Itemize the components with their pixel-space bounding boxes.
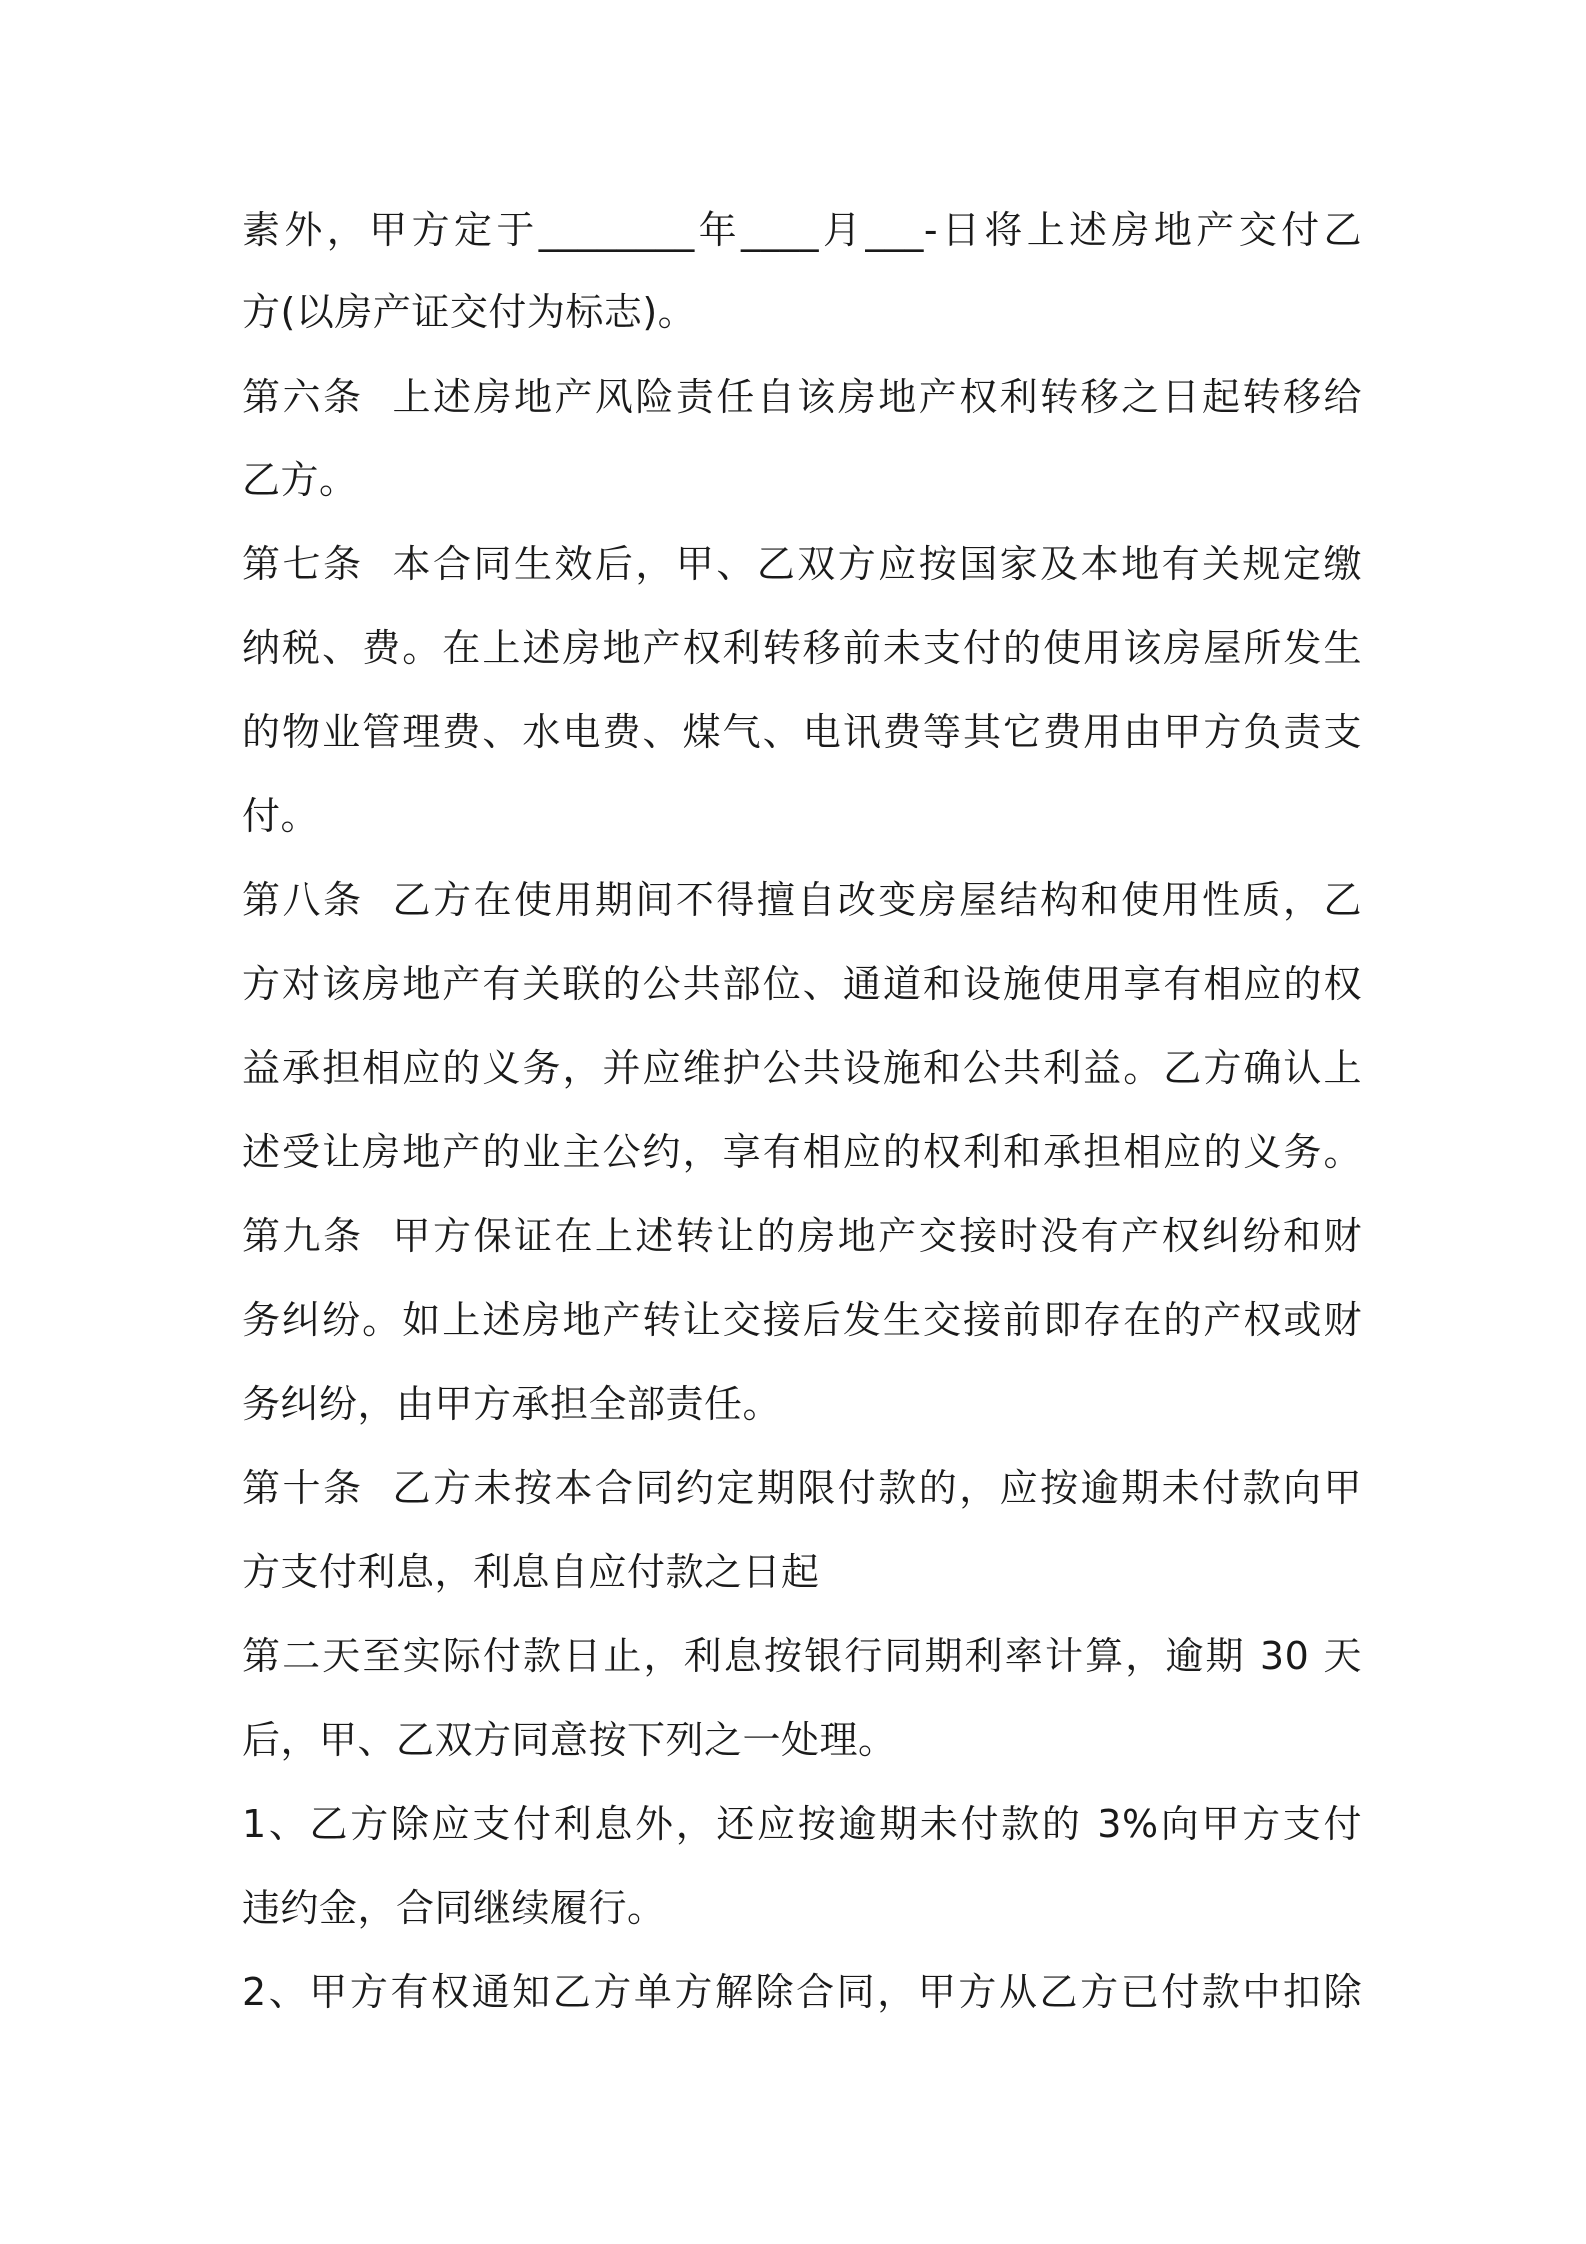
text-line: 务纠纷，由甲方承担全部责任。 bbox=[242, 1382, 782, 1426]
text-line: 方支付利息，利息自应付款之日起 bbox=[242, 1550, 820, 1594]
text-line: 第六条 上述房地产风险责任自该房地产权利转移之日起转移给 bbox=[242, 375, 1362, 419]
text-line: 益承担相应的义务，并应维护公共设施和公共利益。乙方确认上 bbox=[242, 1046, 1362, 1090]
text-line: 方对该房地产有关联的公共部位、通道和设施使用享有相应的权 bbox=[242, 962, 1362, 1006]
text-line: 第二天至实际付款日止，利息按银行同期利率计算，逾期 30 天 bbox=[242, 1634, 1362, 1678]
text-line: 乙方。 bbox=[242, 458, 358, 502]
text-line: 2、甲方有权通知乙方单方解除合同，甲方从乙方已付款中扣除 bbox=[242, 1970, 1362, 2014]
text-line: 纳税、费。在上述房地产权利转移前未支付的使用该房屋所发生 bbox=[242, 626, 1362, 670]
text-line: 后，甲、乙双方同意按下列之一处理。 bbox=[242, 1718, 897, 1762]
text-line: 第九条 甲方保证在上述转让的房地产交接时没有产权纠纷和财 bbox=[242, 1214, 1362, 1258]
text-line: 违约金，合同继续履行。 bbox=[242, 1886, 666, 1930]
text-line: 付。 bbox=[242, 794, 320, 838]
text-line: 务纠纷。如上述房地产转让交接后发生交接前即存在的产权或财 bbox=[242, 1298, 1362, 1342]
text-line: 第八条 乙方在使用期间不得擅自改变房屋结构和使用性质，乙 bbox=[242, 878, 1362, 922]
text-line: 述受让房地产的业主公约，享有相应的权利和承担相应的义务。 bbox=[242, 1130, 1362, 1174]
text-line: 第七条 本合同生效后，甲、乙双方应按国家及本地有关规定缴 bbox=[242, 542, 1362, 586]
text-line: 第十条 乙方未按本合同约定期限付款的，应按逾期未付款向甲 bbox=[242, 1466, 1362, 1510]
text-line: 1、乙方除应支付利息外，还应按逾期未付款的 3%向甲方支付 bbox=[242, 1802, 1362, 1846]
text-line: 素外，甲方定于________年____月___-日将上述房地产交付乙 bbox=[242, 208, 1362, 252]
text-line: 方(以房产证交付为标志)。 bbox=[242, 290, 697, 334]
text-line: 的物业管理费、水电费、煤气、电讯费等其它费用由甲方负责支 bbox=[242, 710, 1362, 754]
